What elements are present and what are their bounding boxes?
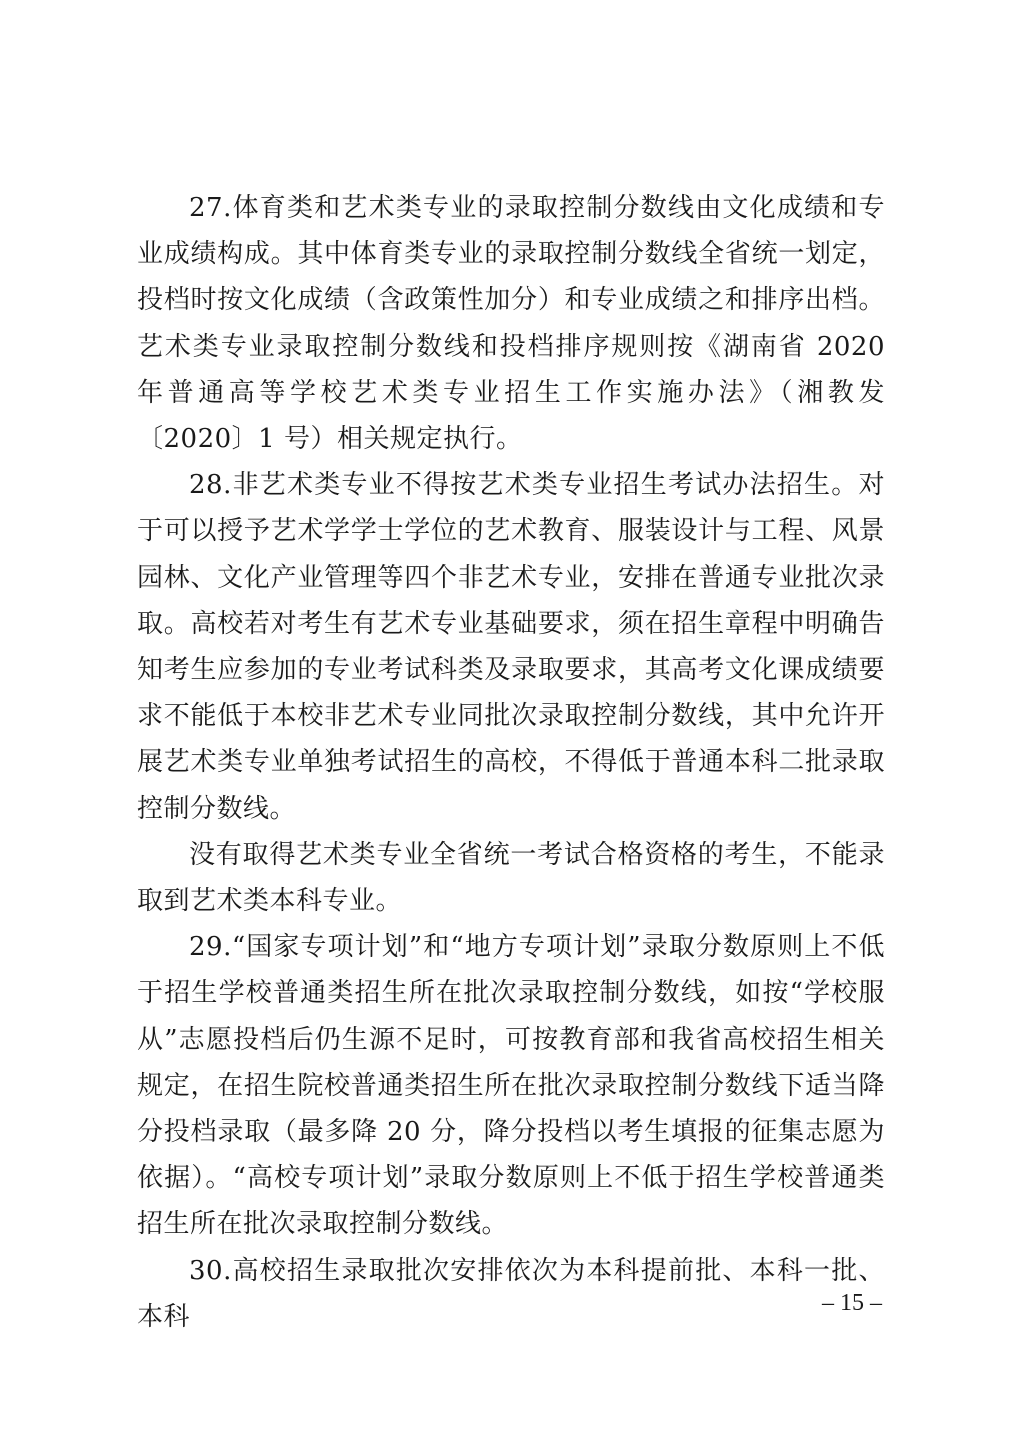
page-number: – 15 – xyxy=(822,1290,882,1316)
paragraph-29: 29.“国家专项计划”和“地方专项计划”录取分数原则上不低于招生学校普通类招生所在批次录取控制分数线，如按“学校服从”志愿投档后仍生源不足时，可按教育部和我省高校招生相关规定，在招生院校普通类招生所在批次录取控制分数线下适当降分投档录取（最多降 20 分，降分投档以考生填报的征集志愿为依据）。“高校专项计划”录取分数原则上不低于招生学校普通类招生所在批次录取控制分数线。 xyxy=(137,932,885,1240)
paragraph-28-note: 没有取得艺术类专业全省统一考试合格资格的考生，不能录取到艺术类本科专业。 xyxy=(137,839,885,917)
document-body xyxy=(137,185,885,1340)
paragraph-30: 30.高校招生录取批次安排依次为本科提前批、本科一批、本科 xyxy=(137,1255,885,1332)
paragraph-28: 28.非艺术类专业不得按艺术类专业招生考试办法招生。对于可以授予艺术学学士学位的艺术教育、服装设计与工程、风景园林、文化产业管理等四个非艺术专业，安排在普通专业批次录取。高校若对考生有艺术专业基础要求，须在招生章程中明确告知考生应参加的专业考试科类及录取要求，其高考文化课成绩要求不能低于本校非艺术专业同批次录取控制分数线，其中允许开展艺术类专业单独考试招生的高校，不得低于普通本科二批录取控制分数线。 xyxy=(137,470,885,824)
paragraph-27: 27.体育类和艺术类专业的录取控制分数线由文化成绩和专业成绩构成。其中体育类专业的录取控制分数线全省统一划定，投档时按文化成绩（含政策性加分）和专业成绩之和排序出档。艺术类专业录取控制分数线和投档排序规则按《湖南省 2020 年普通高等学校艺术类专业招生工作实施办法》（湘教发〔2020〕1 号）相关规定执行。 xyxy=(137,193,885,455)
